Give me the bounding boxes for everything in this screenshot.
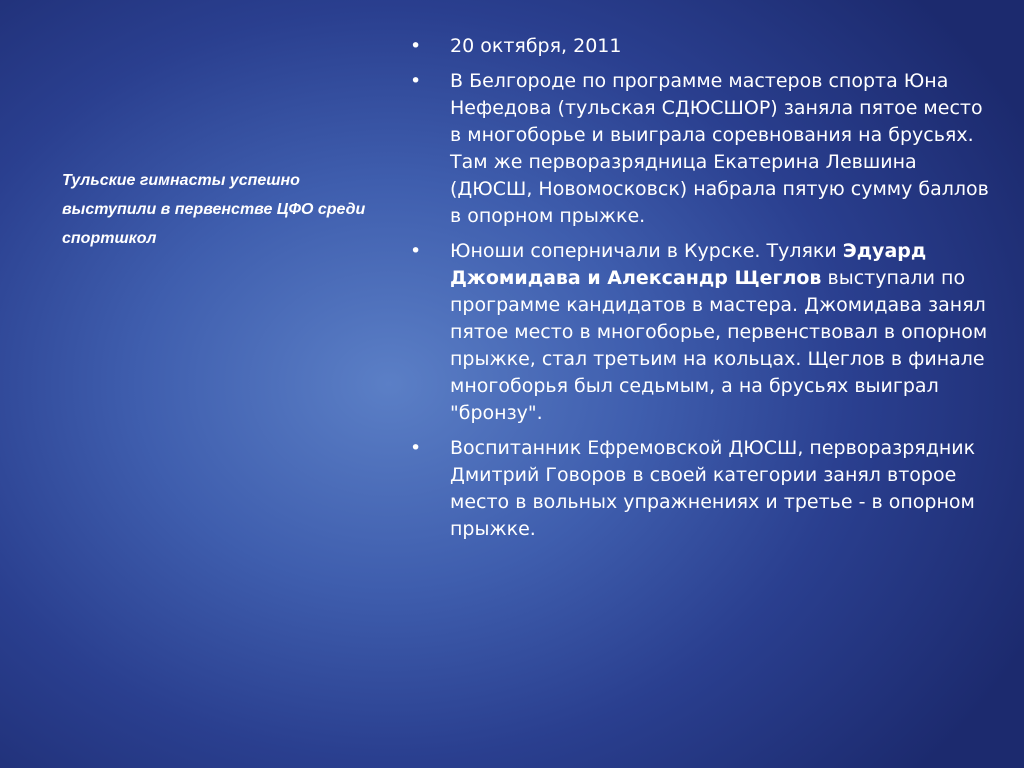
list-item	[410, 68, 990, 230]
bullet-icon: •	[410, 437, 422, 459]
bullet-icon: •	[410, 35, 422, 57]
list-item	[410, 435, 990, 543]
bullet-icon: •	[410, 70, 422, 92]
bullet-text: Воспитанник Ефремовской ДЮСШ, перворазрядник Дмитрий Говоров в своей категории занял второе место в вольных упражнениях и третье - в опорном прыжке.	[450, 437, 976, 540]
bullet-list	[410, 33, 990, 551]
bullet-icon: •	[410, 240, 422, 262]
bullet-text-before: Юноши соперничали в Курске. Туляки	[450, 240, 843, 262]
list-item	[410, 238, 990, 427]
slide-title: Тульские гимнасты успешно выступили в первенстве ЦФО среди спортшкол	[62, 172, 366, 247]
bullet-text: В Белгороде по программе мастеров спорта Юна Нефедова (тульская СДЮСШОР) заняла пятое место в многоборье и выиграла соревнования на брусьях. Там же перворазрядница Екатерина Левшина (ДЮСШ, Новомосковск) набрала пятую сумму баллов в опорном прыжке.	[450, 70, 989, 227]
bullet-text-bold-names: Эдуард Джомидава и Александр Щеглов	[450, 240, 927, 289]
bullet-text: 20 октября, 2011	[450, 35, 622, 57]
bullet-text-after: выступали по программе кандидатов в мастера. Джомидава занял пятое место в многоборье, первенствовал в опорном прыжке, стал третьим на кольцах. Щеглов в финале многоборья был седьмым, а на брусьях выиграл "бронзу".	[450, 267, 988, 424]
list-item	[410, 33, 990, 60]
bullet-text	[450, 238, 990, 427]
